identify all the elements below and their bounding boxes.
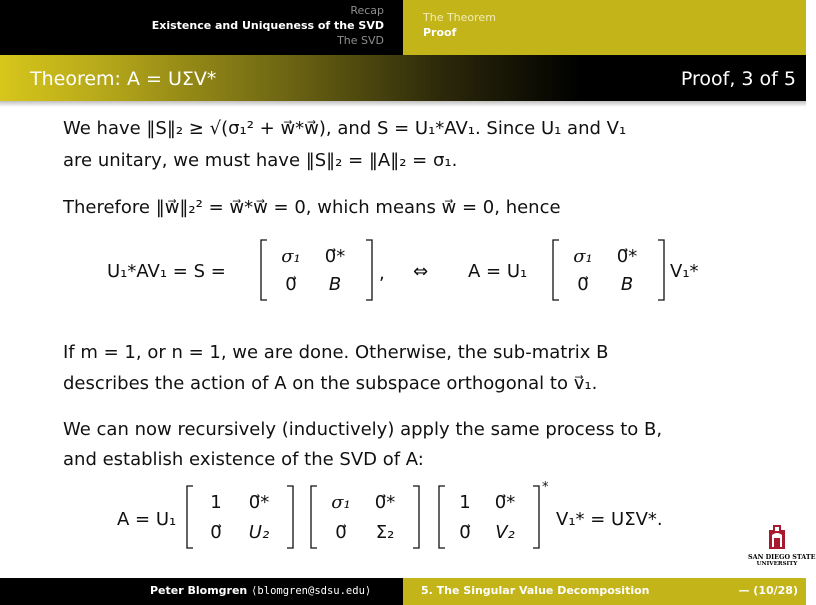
nav-sections xyxy=(0,0,403,55)
matrix-s-cell-11: σ₁ xyxy=(281,246,301,267)
matrix-sigma-block xyxy=(309,484,421,550)
paragraph-recursion-line2: and establish existence of the SVD of A: xyxy=(63,449,424,470)
nav-section-recap[interactable]: Recap xyxy=(350,4,384,17)
matrix-s-rhs-cell-11: σ₁ xyxy=(573,246,593,267)
footer-author-email[interactable]: ⟨blomgren@sdsu.edu⟩ xyxy=(251,585,372,597)
sdsu-logo xyxy=(748,524,816,576)
eq1-iff: ⇔ xyxy=(413,261,429,282)
nav-subsections xyxy=(403,0,806,55)
eq1-lhs: U₁*AV₁ = S = xyxy=(107,261,226,282)
eq1-comma: , xyxy=(379,263,385,284)
footer-author-name: Peter Blomgren xyxy=(150,584,248,597)
paragraph-base-case-line2: describes the action of A on the subspace orthogonal to v⃗₁. xyxy=(63,373,598,394)
nav-subsection-proof[interactable]: Proof xyxy=(423,26,457,39)
matrix-s-cell-21: 0⃗ xyxy=(285,274,297,295)
matrix-s-rhs-cell-22: B xyxy=(620,274,634,295)
eq2-tail: V₁* = UΣV*. xyxy=(556,509,663,530)
sdsu-logo-university: UNIVERSITY xyxy=(756,561,798,567)
matrix-u-block-cell-21: 0⃗ xyxy=(210,522,222,543)
matrix-sigma-block-cell-11: σ₁ xyxy=(331,492,351,513)
footer-section-title: 5. The Singular Value Decomposition xyxy=(421,584,650,597)
matrix-v-block-cell-22: V₂ xyxy=(495,522,515,543)
matrix-s-cell-12: 0⃗* xyxy=(324,246,346,267)
matrix-s-rhs xyxy=(551,238,666,302)
eq1-rhs-lead: A = U₁ xyxy=(468,261,528,282)
matrix-u-block xyxy=(185,484,295,550)
matrix-v-block xyxy=(437,484,541,550)
frame-subtitle: Proof, 3 of 5 xyxy=(680,68,796,90)
matrix-u-block-cell-11: 1 xyxy=(210,492,222,513)
matrix-v-block-cell-21: 0⃗ xyxy=(459,522,471,543)
eq2-adjoint-star: * xyxy=(542,480,549,495)
nav-section-existence[interactable]: Existence and Uniqueness of the SVD xyxy=(151,19,384,32)
matrix-s xyxy=(259,238,374,302)
footer-author-bar xyxy=(0,578,403,605)
sdsu-logo-icon xyxy=(766,524,788,552)
matrix-sigma-block-cell-22: Σ₂ xyxy=(375,522,395,543)
matrix-v-block-cell-11: 1 xyxy=(459,492,471,513)
nav-section-svd[interactable]: The SVD xyxy=(337,34,384,47)
nav-subsection-theorem[interactable]: The Theorem xyxy=(423,11,496,24)
frame-title: Theorem: A = UΣV* xyxy=(30,68,217,90)
paragraph-therefore: Therefore ‖w⃗‖₂² = w⃗*w⃗ = 0, which means w⃗ = 0, hence xyxy=(63,197,561,218)
footer-section-bar xyxy=(403,578,806,605)
matrix-s-cell-22: B xyxy=(328,274,342,295)
paragraph-norm-bound-line2: are unitary, we must have ‖S‖₂ = ‖A‖₂ = σ₁. xyxy=(63,150,458,171)
matrix-u-block-cell-22: U₂ xyxy=(248,522,270,543)
footer-page-number: — (10/28) xyxy=(738,584,798,597)
matrix-u-block-cell-12: 0⃗* xyxy=(248,492,270,513)
footer-author xyxy=(150,584,371,597)
sdsu-logo-wordmark: SAN DIEGO STATE xyxy=(748,553,816,561)
matrix-s-rhs-cell-21: 0⃗ xyxy=(577,274,589,295)
frame-title-bar xyxy=(0,55,806,101)
eq1-rhs-tail: V₁* xyxy=(670,261,699,282)
matrix-s-rhs-cell-12: 0⃗* xyxy=(616,246,638,267)
matrix-sigma-block-cell-12: 0⃗* xyxy=(374,492,396,513)
eq2-lead: A = U₁ xyxy=(117,509,177,530)
paragraph-recursion-line1: We can now recursively (inductively) apply the same process to B, xyxy=(63,419,663,440)
paragraph-base-case-line1: If m = 1, or n = 1, we are done. Otherwise, the sub-matrix B xyxy=(63,342,609,363)
matrix-sigma-block-cell-21: 0⃗ xyxy=(335,522,347,543)
paragraph-norm-bound-line1: We have ‖S‖₂ ≥ √(σ₁² + w⃗*w⃗), and S = U₁*AV₁. Since U₁ and V₁ xyxy=(63,118,627,139)
matrix-v-block-cell-12: 0⃗* xyxy=(494,492,516,513)
